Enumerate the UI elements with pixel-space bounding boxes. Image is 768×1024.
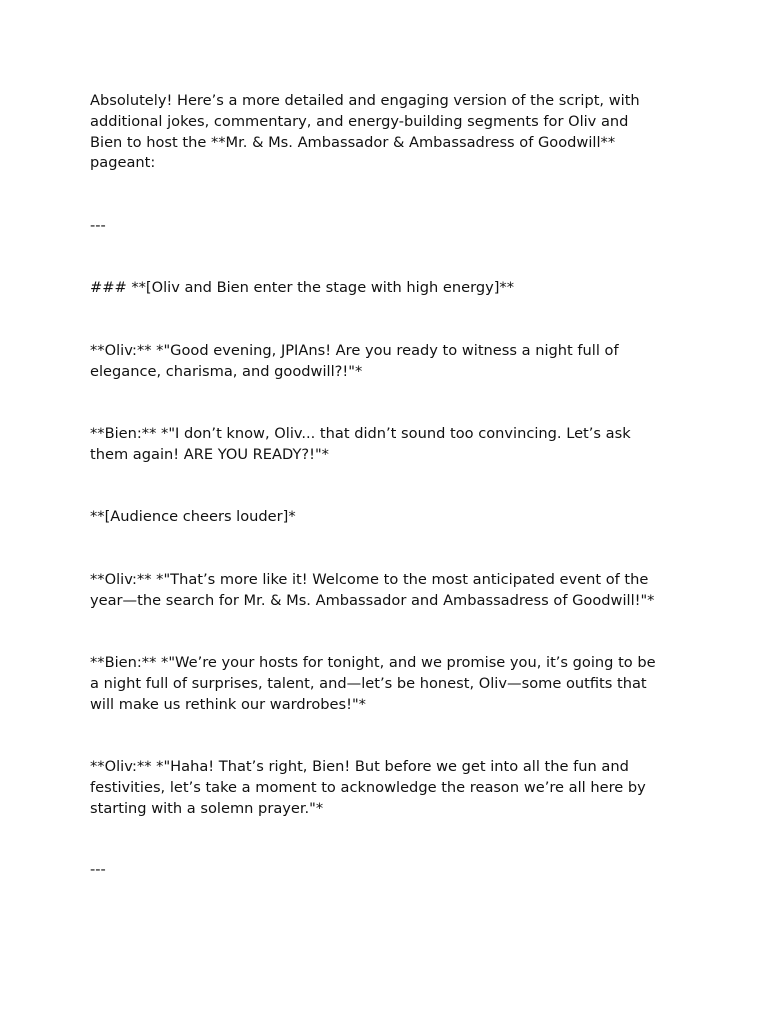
dialogue-paragraph xyxy=(90,570,690,612)
text-line: starting with a solemn prayer."* xyxy=(90,799,324,817)
text-line: **Bien:** *"I don’t know, Oliv... that didn’t sound too convincing. Let’s ask xyxy=(90,425,631,442)
text-line: additional jokes, commentary, and energy-building segments for Oliv and xyxy=(90,112,629,130)
text-line: **Bien:** *"We’re your hosts for tonight, and we promise you, it’s going to be xyxy=(90,654,656,671)
text-line: year—the search for Mr. & Ms. Ambassador and Ambassadress of Goodwill!"* xyxy=(90,591,655,609)
text-line: them again! ARE YOU READY?!"* xyxy=(90,445,329,463)
text-line: **Oliv:** *"That’s more like it! Welcome to the most anticipated event of the xyxy=(90,571,649,588)
dialogue-paragraph xyxy=(90,424,690,466)
text-line: ### **[Oliv and Bien enter the stage with high energy]** xyxy=(90,279,515,296)
text-line: will make us rethink our wardrobes!"* xyxy=(90,695,366,713)
text-line: **[Audience cheers louder]* xyxy=(90,508,296,525)
text-line: Absolutely! Here’s a more detailed and engaging version of the script, with xyxy=(90,92,640,109)
text-line: Bien to host the **Mr. & Ms. Ambassador & Ambassadress of Goodwill** xyxy=(90,133,616,151)
text-line: pageant: xyxy=(90,154,156,172)
text-line: **Oliv:** *"Haha! That’s right, Bien! But before we get into all the fun and xyxy=(90,758,629,775)
section-heading xyxy=(90,278,690,299)
dialogue-paragraph xyxy=(90,341,690,383)
dialogue-paragraph xyxy=(90,653,690,715)
text-line: **Oliv:** *"Good evening, JPIAns! Are you ready to witness a night full of xyxy=(90,342,619,359)
text-line: elegance, charisma, and goodwill?!"* xyxy=(90,362,363,380)
text-line: a night full of surprises, talent, and—let’s be honest, Oliv—some outfits that xyxy=(90,674,647,692)
text-line: --- xyxy=(90,861,106,878)
text-line: festivities, let’s take a moment to acknowledge the reason we’re all here by xyxy=(90,778,646,796)
text-line: --- xyxy=(90,217,106,234)
separator xyxy=(90,216,690,237)
separator xyxy=(90,860,690,881)
stage-direction xyxy=(90,507,690,528)
dialogue-paragraph xyxy=(90,757,690,819)
intro-paragraph xyxy=(90,91,690,174)
